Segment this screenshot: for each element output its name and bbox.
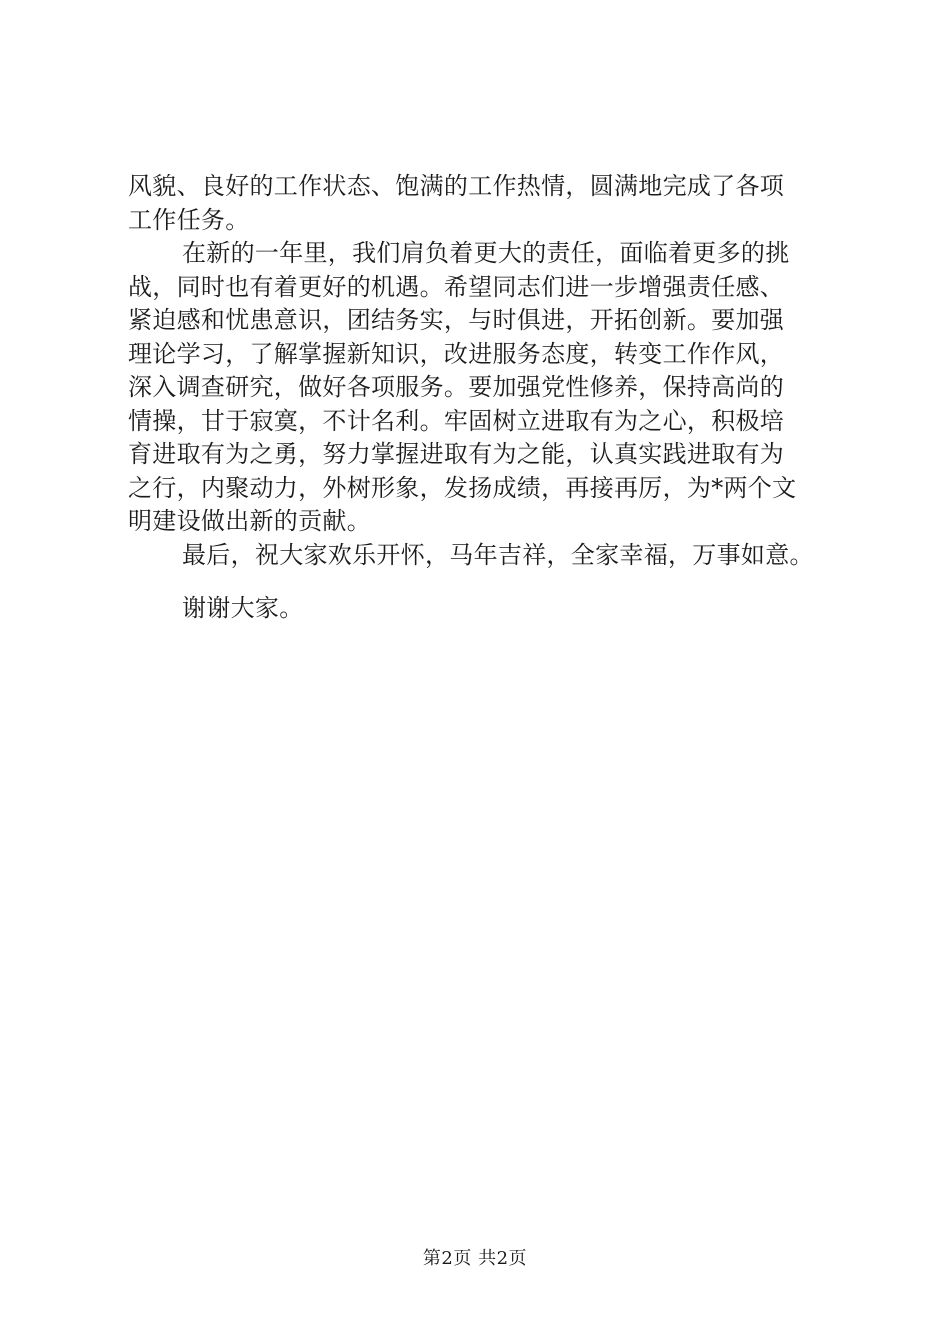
text-line: 紧迫感和忧患意识，团结务实，与时俱进，开拓创新。要加强 [128, 306, 785, 334]
text-line: 明建设做出新的贡献。 [128, 507, 371, 535]
text-line: 工作任务。 [128, 205, 250, 234]
thanks-line: 谢谢大家。 [182, 594, 304, 622]
paragraph-start-line: 在新的一年里，我们肩负着更大的责任，面临着更多的挑 [182, 239, 790, 267]
paragraph-gap [128, 572, 848, 592]
text-line: 之行，内聚动力，外树形象，发扬成绩，再接再厉，为*两个文 [128, 473, 797, 502]
text-line: 风貌、良好的工作状态、饱满的工作热情，圆满地完成了各项 [128, 172, 785, 200]
text-line: 理论学习，了解掌握新知识，改进服务态度，转变工作作风， [128, 339, 785, 368]
document-body [128, 170, 848, 626]
page-footer: 第2页 共2页 [422, 1248, 528, 1269]
text-line: 育进取有为之勇，努力掌握进取有为之能，认真实践进取有为 [128, 440, 785, 468]
text-line: 战，同时也有着更好的机遇。希望同志们进一步增强责任感、 [128, 272, 785, 301]
closing-wishes-line: 最后，祝大家欢乐开怀，马年吉祥，全家幸福，万事如意。 [182, 540, 814, 569]
text-line: 深入调查研究，做好各项服务。要加强党性修养，保持高尚的 [128, 373, 785, 401]
text-line: 情操，甘于寂寞，不计名利。牢固树立进取有为之心，积极培 [128, 406, 785, 435]
